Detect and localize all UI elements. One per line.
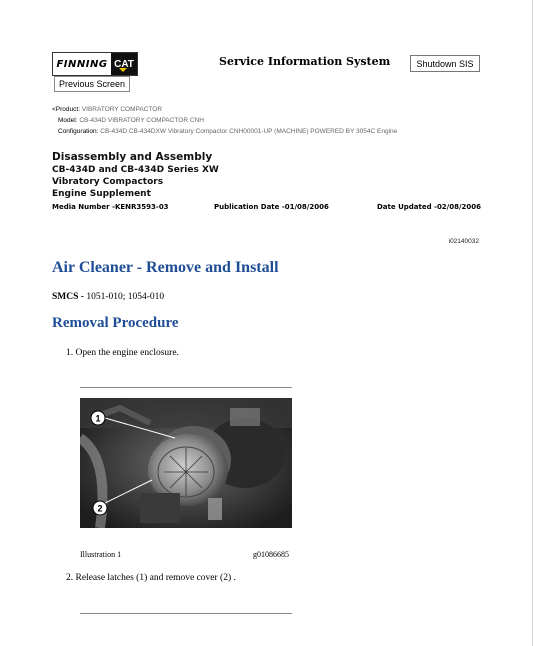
page-title: Air Cleaner - Remove and Install: [52, 259, 279, 276]
step-1: 1. Open the engine enclosure.: [66, 348, 179, 358]
logo-text: FINNING: [56, 58, 108, 70]
model-value: CB-434D VIBRATORY COMPACTOR CNH: [79, 117, 204, 124]
illustration-2-top-rule: [80, 613, 292, 614]
air-cleaner-photo: [80, 398, 292, 528]
step-2: 2. Release latches (1) and remove cover (2) .: [66, 573, 236, 583]
media-number: Media Number -KENR3593-03: [52, 203, 169, 211]
document-subheading-supplement: Engine Supplement: [52, 189, 151, 199]
document-heading: Disassembly and Assembly: [52, 151, 213, 163]
previous-screen-button[interactable]: Previous Screen: [54, 76, 130, 92]
configuration-line: [58, 128, 397, 135]
illustration-label: Illustration 1: [80, 550, 122, 559]
callout-2: 2: [97, 503, 103, 514]
configuration-label: Configuration:: [58, 128, 99, 135]
procedure-title: Removal Procedure: [52, 315, 179, 331]
product-label: <Product:: [52, 106, 81, 113]
system-title: Service Information System: [219, 55, 391, 68]
configuration-value: CB-434D CB-434DXW Vibratory Compactor CNH00001-UP (MACHINE) POWERED BY 3054C Engine: [100, 128, 398, 135]
date-updated: Date Updated -02/08/2006: [377, 203, 482, 211]
shutdown-sis-button[interactable]: Shutdown SIS: [410, 55, 480, 72]
publication-date: Publication Date -01/08/2006: [214, 203, 329, 211]
document-subheading-model: CB-434D and CB-434D Series XW: [52, 165, 219, 175]
illustration-id: g01086685: [253, 550, 289, 559]
product-line: [52, 106, 162, 113]
illustration-top-rule: [80, 387, 292, 388]
product-value: VIBRATORY COMPACTOR: [81, 106, 163, 113]
smcs-codes: [52, 292, 164, 302]
smcs-label: SMCS -: [52, 292, 84, 302]
illustration-photo: [80, 398, 292, 528]
document-id: i02140032: [448, 238, 479, 245]
model-label: Model:: [58, 117, 78, 124]
finning-cat-logo: [52, 52, 138, 76]
callout-1: 1: [95, 413, 101, 424]
cat-logo-icon: CAT: [111, 53, 137, 75]
smcs-value: 1051-010; 1054-010: [86, 292, 165, 302]
model-line: [58, 117, 204, 124]
document-subheading-type: Vibratory Compactors: [52, 177, 164, 187]
